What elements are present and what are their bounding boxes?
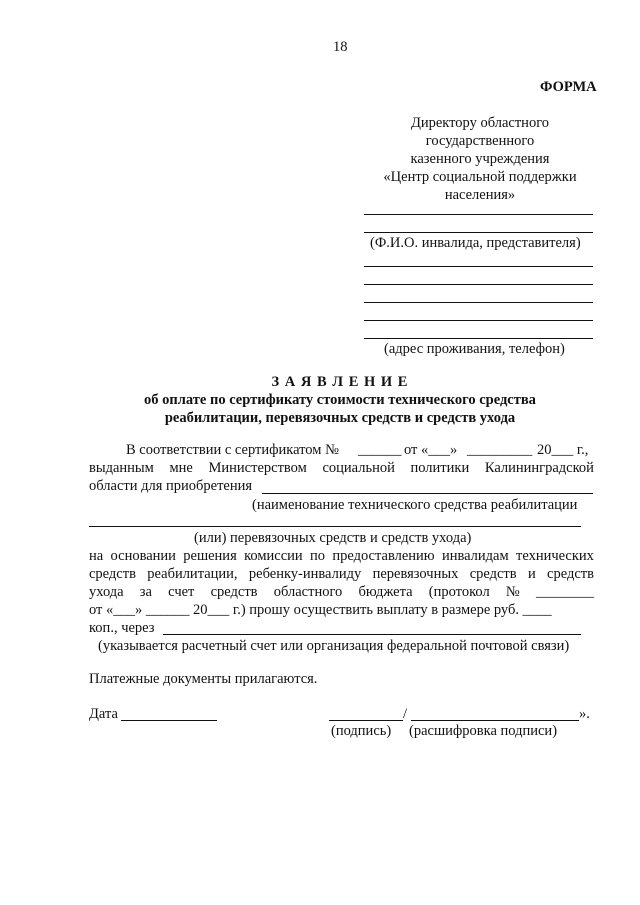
commission-line — [89, 547, 594, 565]
word: по — [309, 548, 325, 564]
address-field-line-1[interactable] — [364, 266, 593, 267]
signature-decoding-field[interactable] — [411, 720, 579, 721]
word: за — [139, 584, 152, 600]
addressee-line-2: государственного — [425, 133, 535, 149]
word: счет — [168, 584, 195, 600]
word: областного — [273, 584, 343, 600]
title-subtitle-1: об оплате по сертификату стоимости технического средства — [144, 392, 536, 408]
word: средств — [210, 584, 258, 600]
signature-slash: / — [403, 706, 408, 722]
name-field-line-2[interactable] — [364, 232, 593, 233]
word: № — [505, 584, 520, 600]
addressee-line-3: казенного учреждения — [410, 151, 550, 167]
certificate-month-field[interactable]: _________ — [467, 442, 533, 458]
address-field-line-5[interactable] — [364, 338, 593, 339]
purchase-purpose-text: области для приобретения — [89, 478, 253, 494]
word: реабилитации, — [147, 566, 238, 582]
payment-request-line: от «___» ______ 20___ г.) прошу осуществить выплату в размере руб. ____ — [89, 602, 552, 618]
address-field-line-3[interactable] — [364, 302, 593, 303]
word: политики — [410, 460, 470, 476]
word: ухода — [89, 584, 124, 600]
word: комиссии — [244, 548, 303, 564]
signature-decoding-caption: (расшифровка подписи) — [409, 723, 558, 739]
addressee-line-1: Директору областного — [410, 115, 550, 131]
addressee-line-5: населения» — [444, 187, 516, 203]
certificate-number-field[interactable]: ______ — [358, 442, 402, 458]
name-field-line-1[interactable] — [364, 214, 593, 215]
signature-end-mark: ». — [579, 706, 590, 722]
certificate-year-field[interactable]: 20___ г., — [537, 442, 589, 458]
word: на — [89, 548, 104, 564]
word: ребенку-инвалиду — [248, 566, 362, 582]
attachments-note: Платежные документы прилагаются. — [89, 671, 318, 687]
signature-caption: (подпись) — [331, 723, 392, 739]
word: бюджета — [358, 584, 413, 600]
word: (протокол — [428, 584, 490, 600]
date-label: Дата — [89, 706, 118, 722]
word: мне — [169, 460, 193, 476]
name-caption: (Ф.И.О. инвалида, представителя) — [370, 235, 581, 251]
address-field-line-2[interactable] — [364, 284, 593, 285]
word: средств — [469, 566, 517, 582]
title-heading: З А Я В Л Е Н И Е — [271, 374, 409, 390]
issued-by-line — [89, 459, 594, 477]
rehab-device-caption: (наименование технического средства реабилитации — [252, 497, 578, 513]
title-subtitle-2: реабилитации, перевязочных средств и средств ухода — [164, 410, 516, 426]
payment-via-text: коп., через — [89, 620, 155, 636]
payment-account-field[interactable] — [163, 634, 581, 635]
address-field-line-4[interactable] — [364, 320, 593, 321]
certificate-day-field[interactable]: от «___» — [404, 442, 458, 458]
date-field[interactable] — [121, 720, 217, 721]
word: средств — [547, 566, 594, 582]
form-label: ФОРМА — [540, 79, 597, 95]
word: инвалидам — [441, 548, 509, 564]
word: решения — [183, 548, 237, 564]
word: основании — [110, 548, 176, 564]
signature-field[interactable] — [329, 720, 403, 721]
addressee-line-4: «Центр социальной поддержки — [383, 169, 577, 185]
word: средств — [89, 566, 136, 582]
word: предоставлению — [332, 548, 435, 564]
word: социальной — [322, 460, 395, 476]
word: Калининградской — [484, 460, 594, 476]
rehab-device-name-field-2[interactable] — [89, 526, 581, 527]
payment-account-caption: (указывается расчетный счет или организация федеральной почтовой связи) — [98, 638, 570, 654]
word: Министерством — [208, 460, 307, 476]
budget-protocol-line — [89, 583, 594, 601]
dressings-caption: (или) перевязочных средств и средств ухода) — [194, 530, 472, 546]
rehab-device-name-field[interactable] — [262, 493, 593, 494]
protocol-number-field[interactable]: ________ — [535, 584, 594, 600]
rehab-means-line — [89, 565, 594, 583]
word: выданным — [89, 460, 154, 476]
word: перевязочных — [372, 566, 459, 582]
word: технических — [515, 548, 594, 564]
word: и — [527, 566, 536, 582]
address-caption: (адрес проживания, телефон) — [384, 341, 565, 357]
page-number: 18 — [333, 39, 348, 55]
certificate-number-text: В соответствии с сертификатом № — [126, 442, 339, 458]
